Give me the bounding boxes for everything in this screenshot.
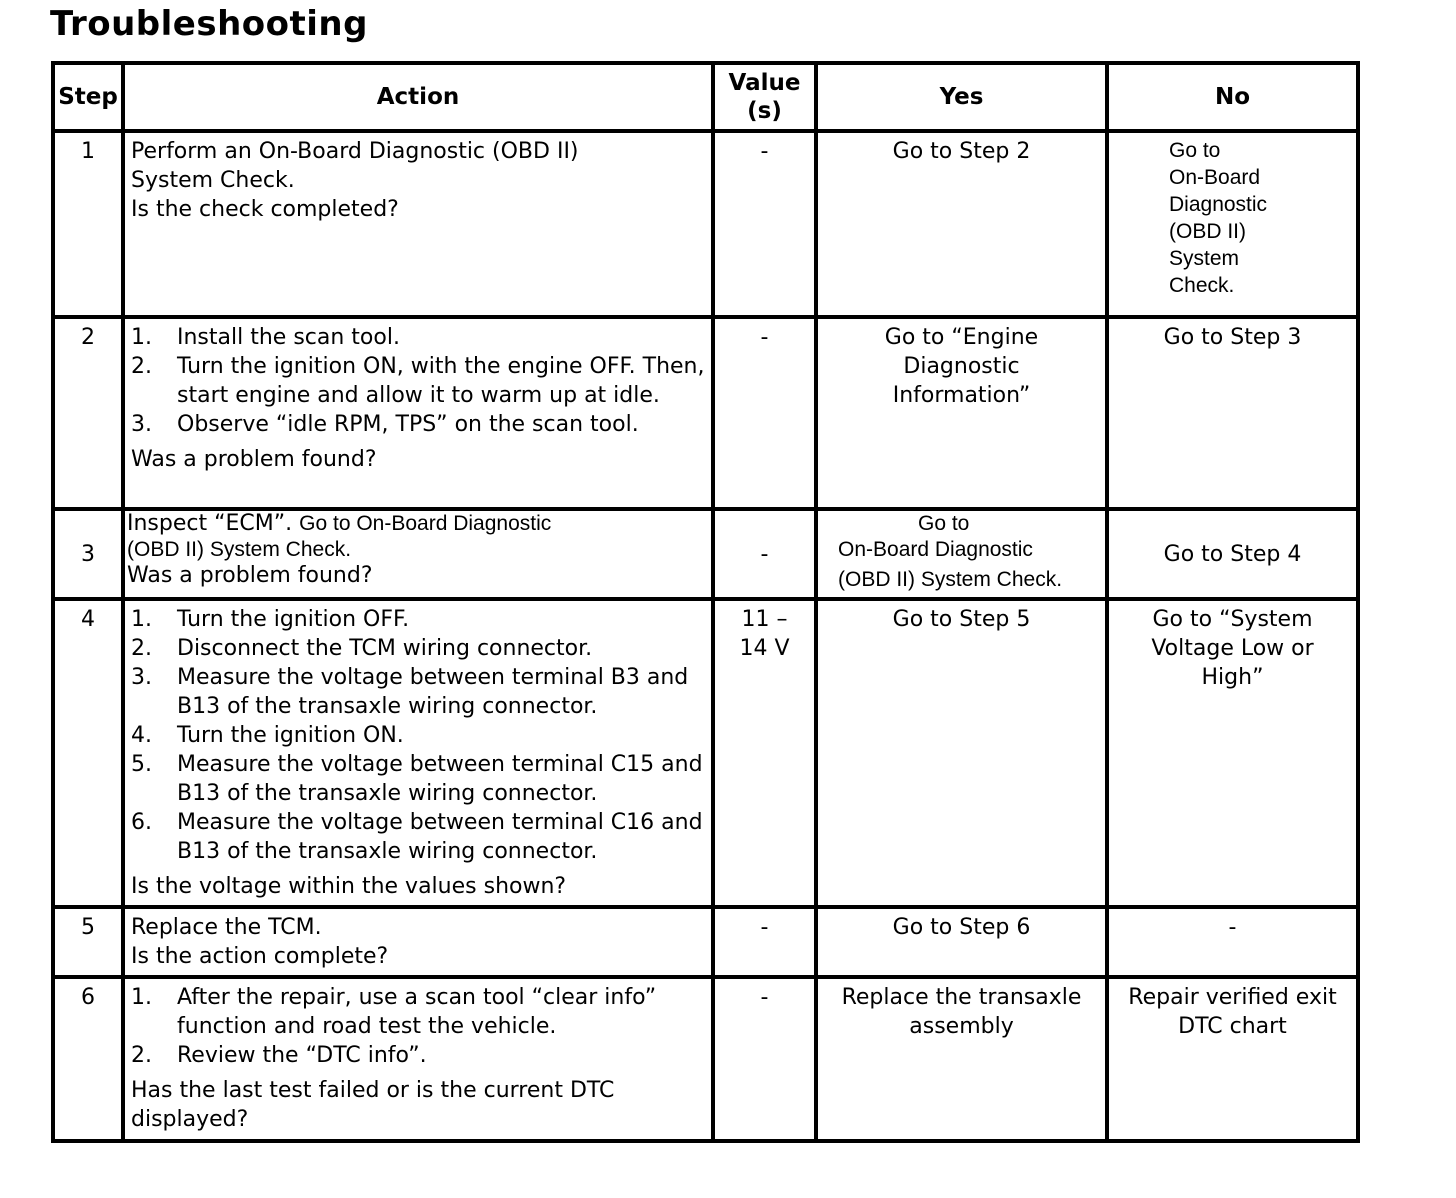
- no-line: On-Board: [1169, 166, 1261, 189]
- yes-line: Diagnostic: [903, 354, 1020, 379]
- yes-cell: [816, 977, 1107, 1141]
- yes-cell: Go to Step 2: [816, 131, 1107, 317]
- action-question: Was a problem found?: [131, 447, 377, 472]
- header-value: [713, 63, 816, 131]
- action-cell: [123, 907, 713, 977]
- value-cell: [713, 599, 816, 907]
- no-cell: [1107, 977, 1358, 1141]
- action-question: Is the action complete?: [131, 944, 389, 969]
- action-step: Install the scan tool.: [177, 325, 400, 350]
- table-row-step-2: [53, 317, 1358, 509]
- action-line: [127, 511, 705, 537]
- no-cell: [1107, 599, 1358, 907]
- action-cell: [123, 977, 713, 1141]
- no-cell: Go to Step 4: [1107, 509, 1358, 599]
- action-question: Is the voltage within the values shown?: [131, 874, 567, 899]
- value-cell: -: [713, 509, 816, 599]
- action-goto-text: Go to On-Board Diagnostic: [299, 512, 552, 535]
- value-cell: -: [713, 131, 816, 317]
- page-title: Troubleshooting: [50, 4, 368, 44]
- no-line: System: [1169, 247, 1240, 270]
- action-cell: [123, 131, 713, 317]
- no-line: DTC chart: [1178, 1014, 1287, 1039]
- troubleshooting-table: [51, 61, 1360, 1143]
- step-number: 6: [53, 977, 123, 1141]
- action-cell: [123, 317, 713, 509]
- value-cell: -: [713, 907, 816, 977]
- no-line: Go to “System: [1152, 607, 1313, 632]
- action-step: Measure the voltage between terminal C15 and B13 of the transaxle wiring connector.: [177, 752, 703, 806]
- action-step: Observe “idle RPM, TPS” on the scan tool.: [177, 412, 639, 437]
- yes-cell: Go to Step 5: [816, 599, 1107, 907]
- yes-cell: [816, 317, 1107, 509]
- action-question: Was a problem found?: [127, 563, 373, 588]
- no-line: Repair verified exit: [1128, 985, 1337, 1010]
- yes-line: Go to “Engine: [884, 325, 1039, 350]
- action-step: Review the “DTC info”.: [177, 1043, 427, 1068]
- no-cell: -: [1107, 907, 1358, 977]
- no-line: (OBD II): [1169, 220, 1246, 243]
- step-number: 4: [53, 599, 123, 907]
- yes-line: Information”: [892, 383, 1031, 408]
- step-number: 5: [53, 907, 123, 977]
- no-line: Go to: [1169, 139, 1221, 162]
- action-line: System Check.: [131, 168, 295, 193]
- header-row: [53, 63, 1358, 131]
- value-cell: -: [713, 317, 816, 509]
- header-value-line2: (s): [747, 98, 782, 124]
- table-row-step-1: [53, 131, 1358, 317]
- action-step: Measure the voltage between terminal C16 and B13 of the transaxle wiring connector.: [177, 810, 703, 864]
- header-value-line1: Value: [728, 70, 801, 96]
- no-line: Check.: [1169, 274, 1235, 297]
- no-cell: Go to Step 3: [1107, 317, 1358, 509]
- header-yes: Yes: [816, 63, 1107, 131]
- yes-line: Replace the transaxle: [841, 985, 1082, 1010]
- action-line: Replace the TCM.: [131, 915, 322, 940]
- header-no: No: [1107, 63, 1358, 131]
- action-step: Turn the ignition ON.: [177, 723, 404, 748]
- table-row-step-6: [53, 977, 1358, 1141]
- value-line: 14 V: [739, 636, 790, 661]
- table-row-step-3: [53, 509, 1358, 599]
- action-inspect-text: Inspect “ECM”.: [127, 511, 293, 536]
- action-question: Is the check completed?: [131, 197, 399, 222]
- value-cell: -: [713, 977, 816, 1141]
- no-cell: [1107, 131, 1358, 317]
- action-step: Turn the ignition ON, with the engine OFF. Then, start engine and allow it to warm up at idle.: [177, 354, 705, 408]
- yes-cell: [816, 509, 1107, 599]
- yes-cell: Go to Step 6: [816, 907, 1107, 977]
- no-line: High”: [1201, 665, 1264, 690]
- yes-line: (OBD II) System Check.: [838, 568, 1063, 591]
- action-steps-list: [131, 323, 705, 439]
- action-steps-list: [131, 605, 705, 866]
- action-cell: [123, 599, 713, 907]
- no-line: Voltage Low or: [1151, 636, 1314, 661]
- header-step: Step: [53, 63, 123, 131]
- yes-line: assembly: [909, 1014, 1014, 1039]
- action-step: Disconnect the TCM wiring connector.: [177, 636, 593, 661]
- action-step: Measure the voltage between terminal B3 and B13 of the transaxle wiring connector.: [177, 665, 689, 719]
- value-line: 11 –: [741, 607, 788, 632]
- action-step: After the repair, use a scan tool “clear info” function and road test the vehicle.: [177, 985, 657, 1039]
- table-row-step-5: [53, 907, 1358, 977]
- step-number: 1: [53, 131, 123, 317]
- yes-line: Go to: [918, 512, 970, 535]
- step-number: 3: [53, 509, 123, 599]
- step-number: 2: [53, 317, 123, 509]
- action-question: Has the last test failed or is the current DTC displayed?: [131, 1078, 615, 1132]
- action-cell: [123, 509, 713, 599]
- action-line: (OBD II) System Check.: [127, 538, 352, 561]
- action-line: Perform an On-Board Diagnostic (OBD II): [131, 139, 579, 164]
- action-steps-list: [131, 983, 705, 1070]
- yes-line: On-Board Diagnostic: [838, 538, 1033, 561]
- table-row-step-4: [53, 599, 1358, 907]
- header-action: Action: [123, 63, 713, 131]
- no-line: Diagnostic: [1169, 193, 1268, 216]
- action-step: Turn the ignition OFF.: [177, 607, 410, 632]
